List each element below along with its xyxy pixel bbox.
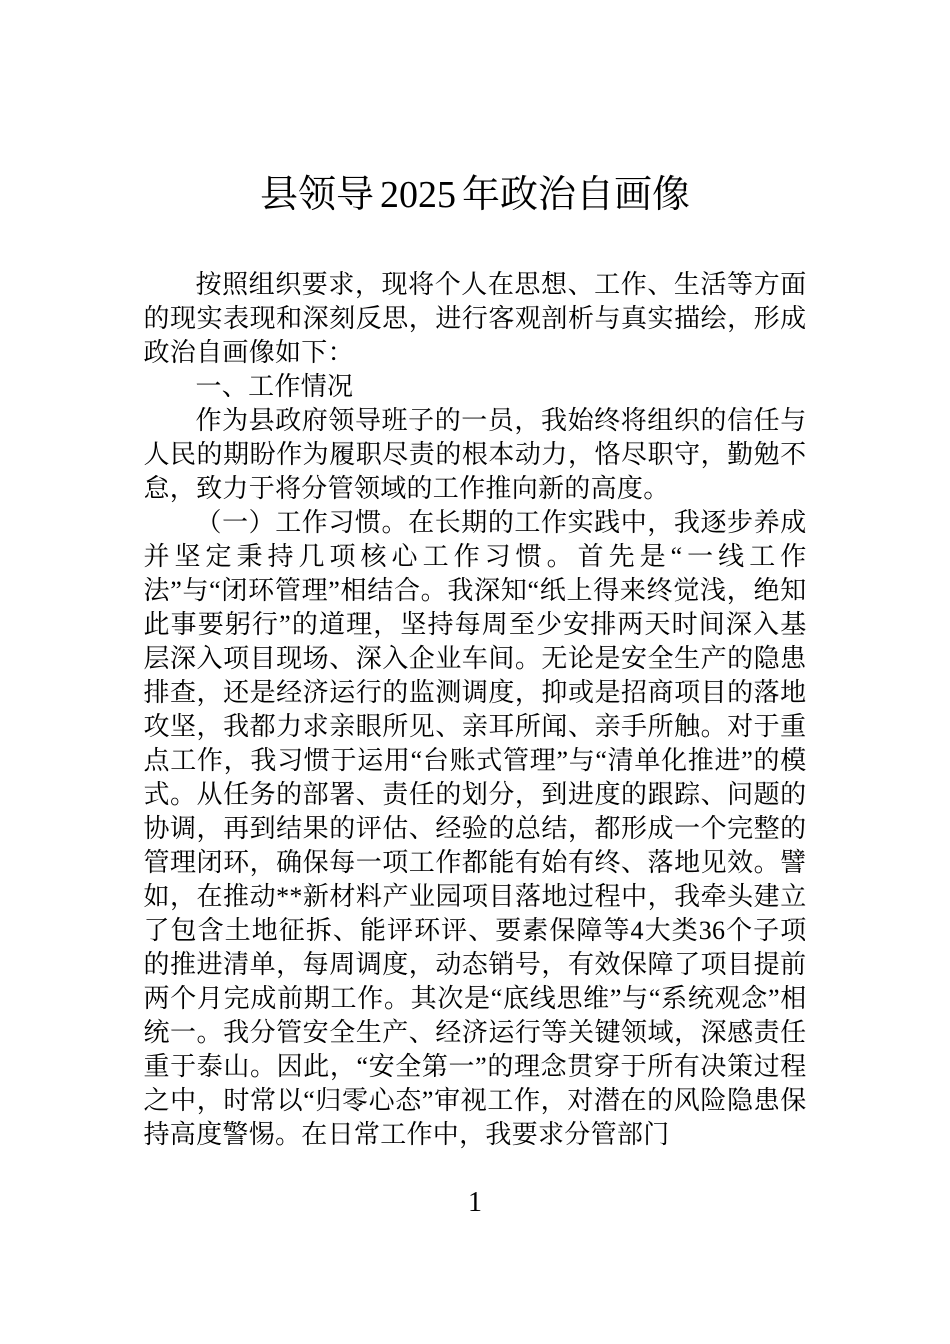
title-suffix: 年政治自画像 bbox=[462, 174, 691, 216]
page-footer bbox=[0, 1186, 950, 1220]
paragraph-work-overview: 作为县政府领导班子的一员，我始终将组织的信任与人民的期盼作为履职尽责的根本动力，恪尽职守，勤勉不怠，致力于将分管领域的工作推向新的高度。 bbox=[143, 406, 807, 503]
title-year: 2025 bbox=[380, 174, 456, 216]
document-body bbox=[144, 268, 807, 1152]
page-number: 1 bbox=[468, 1187, 482, 1218]
document-title bbox=[144, 0, 807, 218]
paragraph-intro: 按照组织要求，现将个人在思想、工作、生活等方面的现实表现和深刻反思，进行客观剖析与真实描绘，形成政治自画像如下： bbox=[143, 270, 807, 367]
paragraph-work-habits: （一）工作习惯。在长期的工作实践中，我逐步养成并坚定秉持几项核心工作习惯。首先是“一线工作法”与“闭环管理”相结合。我深知“纸上得来终觉浅，绝知此事要躬行”的道理，坚持每周至少安排两天时间深入基层深入项目现场、深入企业车间。无论是安全生产的隐患排查，还是经济运行的监测调度，抑或是招商项目的落地攻坚，我都力求亲眼所见、亲耳所闻、亲手所触。对于重点工作，我习惯于运用“台账式管理”与“清单化推进”的模式。从任务的部署、责任的划分，到进度的跟踪、问题的协调，再到结果的评估、经验的总结，都形成一个完整的管理闭环，确保每一项工作都能有始有终、落地见效。譬如，在推动**新材料产业园项目落地过程中，我牵头建立了包含土地征拆、能评环评、要素保障等4大类36个子项的推进清单，每周调度，动态销号，有效保障了项目提前两个月完成前期工作。其次是“底线思维”与“系统观念”相统一。我分管安全生产、经济运行等关键领域，深感责任重于泰山。因此，“安全第一”的理念贯穿于所有决策过程之中，时常以“归零心态”审视工作，对潜在的风险隐患保持高度警惕。在日常工作中，我要求分管部门 bbox=[143, 508, 807, 1149]
title-prefix: 县领导 bbox=[259, 174, 374, 216]
section-heading-work-situation: 一、工作情况 bbox=[195, 372, 354, 401]
